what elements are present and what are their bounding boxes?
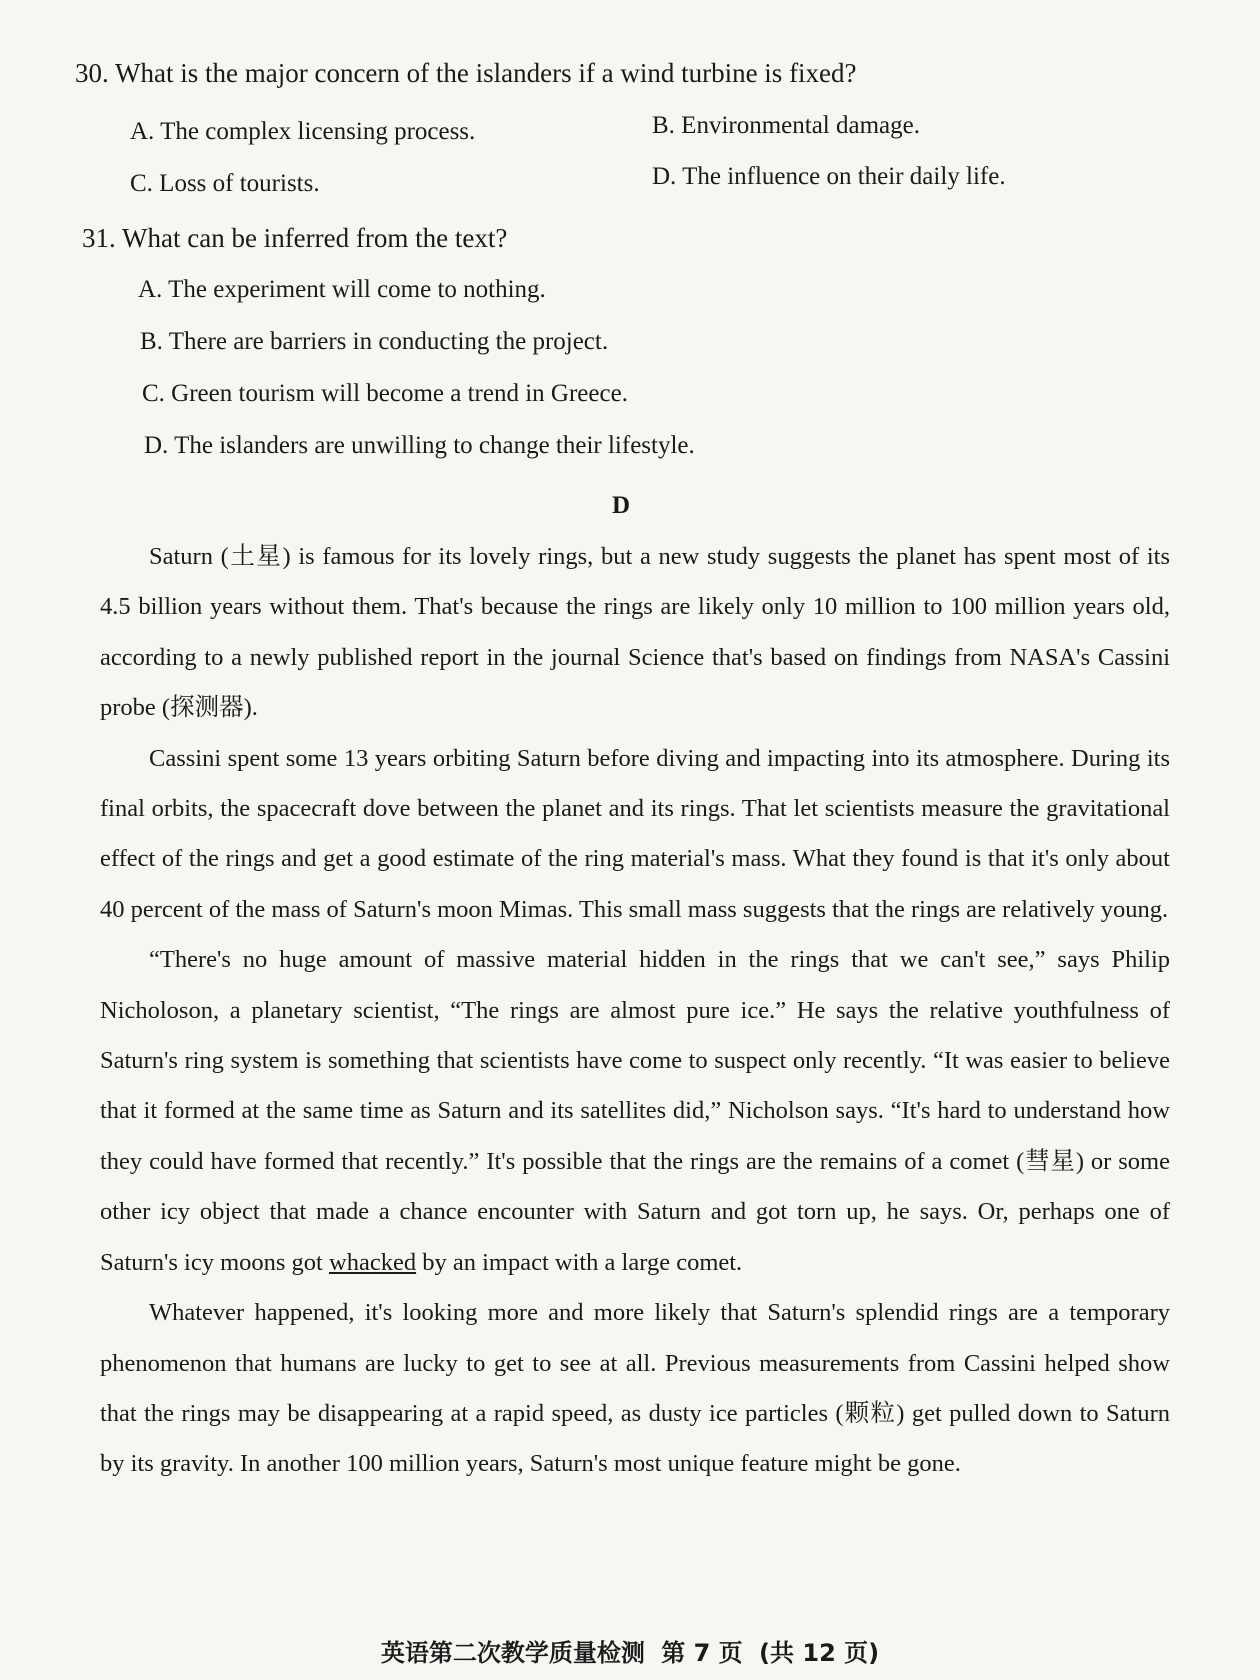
question-30-option-c: C. Loss of tourists. xyxy=(130,170,320,197)
question-text: What is the major concern of the islanders if a wind turbine is fixed? xyxy=(115,58,857,88)
section-label: D xyxy=(612,492,631,519)
reading-passage xyxy=(100,532,1170,1490)
question-30-option-d: D. The influence on their daily life. xyxy=(652,163,1006,190)
passage-paragraph-4: Whatever happened, it's looking more and more likely that Saturn's splendid rings are a temporary phenomenon that humans are lucky to get to see at all. Previous measurements from Cassini helped show that the rings may be disappearing at a rapid speed, as dusty ice particles (颗粒) get pulled down to Saturn by its gravity. In another 100 million years, Saturn's most unique feature might be gone. xyxy=(100,1299,1170,1478)
question-number: 30. xyxy=(75,58,109,88)
question-31-option-c: C. Green tourism will become a trend in Greece. xyxy=(142,380,628,407)
page-total: (共 12 页) xyxy=(759,1639,880,1667)
question-31-option-d: D. The islanders are unwilling to change their lifestyle. xyxy=(144,432,695,459)
question-number: 31. xyxy=(82,223,116,253)
paragraph-text: by an impact with a large comet. xyxy=(416,1248,743,1276)
page-number: 第 7 页 xyxy=(661,1639,743,1667)
question-31-stem xyxy=(82,225,507,252)
question-text: What can be inferred from the text? xyxy=(122,223,508,253)
paragraph-text: “There's no huge amount of massive material hidden in the rings that we can't see,” says Philip Nicholoson, a planetary scientist, “The rings are almost pure ice.” He says the relative youthfulness of Saturn's ring system is something that scientists have come to suspect only recently. “It was easier to believe that it formed at the same time as Saturn and its satellites did,” Nicholson says. “It's hard to understand how they could have formed that recently.” It's possible that the rings are the remains of a comet (彗星) or some other icy object that made a chance encounter with Saturn and got torn up, he says. Or, perhaps one of Saturn's icy moons got xyxy=(100,946,1170,1276)
question-31-option-b: B. There are barriers in conducting the project. xyxy=(140,328,609,355)
question-30-option-a: A. The complex licensing process. xyxy=(130,118,476,145)
exam-title: 英语第二次教学质量检测 xyxy=(380,1639,645,1667)
passage-paragraph-1: Saturn (土星) is famous for its lovely rings, but a new study suggests the planet has spent most of its 4.5 billion years without them. That's because the rings are likely only 10 million to 100 million years old, according to a newly published report in the journal Science that's based on findings from NASA's Cassini probe (探测器). xyxy=(100,543,1170,722)
page-footer xyxy=(0,1633,1260,1668)
passage-paragraph-2: Cassini spent some 13 years orbiting Saturn before diving and impacting into its atmosphere. During its final orbits, the spacecraft dove between the planet and its rings. That let scientists measure the gravitational effect of the rings and get a good estimate of the ring material's mass. What they found is that it's only about 40 percent of the mass of Saturn's moon Mimas. This small mass suggests that the rings are relatively young. xyxy=(100,744,1170,923)
passage-paragraph-3 xyxy=(100,935,1170,1288)
question-30-option-b: B. Environmental damage. xyxy=(652,112,920,139)
question-31-option-a: A. The experiment will come to nothing. xyxy=(138,276,546,303)
underlined-word: whacked xyxy=(329,1248,417,1276)
question-30-stem xyxy=(75,60,857,87)
